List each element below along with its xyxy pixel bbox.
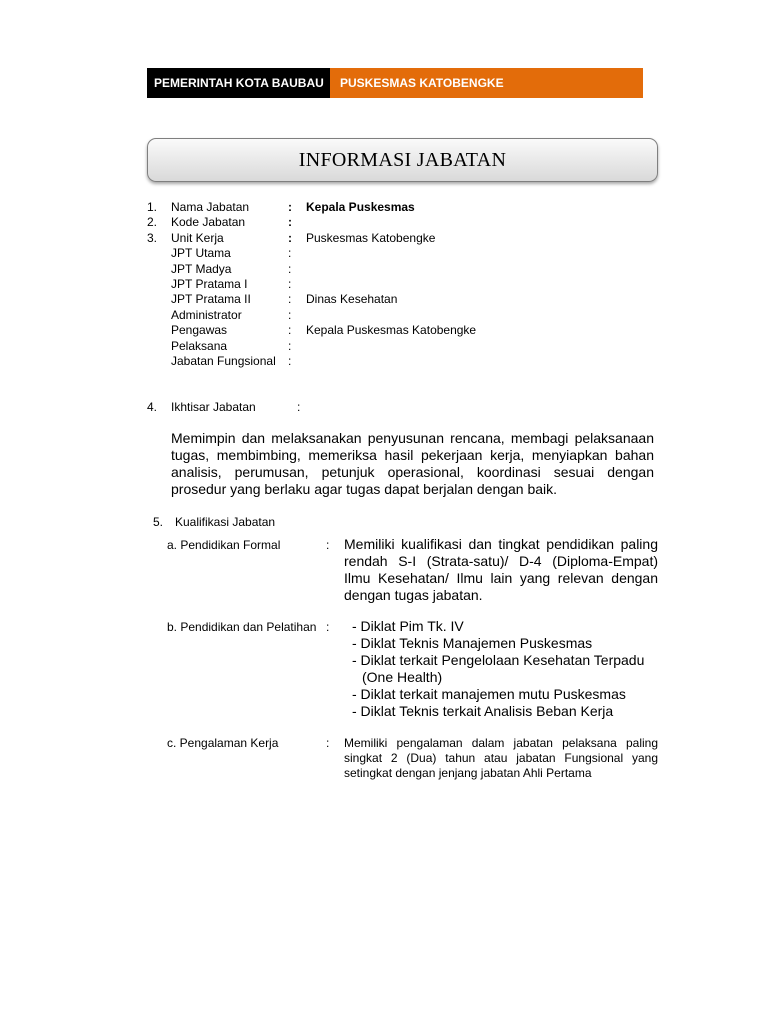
row-number [147,292,171,307]
row-value [306,215,667,230]
list-item: - Diklat Teknis terkait Analisis Beban Kerja [352,703,614,719]
identity-row-nama-jabatan [147,200,667,215]
identity-row-pengawas [147,323,667,338]
row-number [147,277,171,292]
identity-row-kode-jabatan [147,215,667,230]
section-label: Ikhtisar Jabatan [171,400,256,414]
row-label: JPT Madya [171,261,232,276]
pelatihan-colon: : [326,620,330,634]
row-colon: : [288,276,292,291]
row-colon: : [288,353,292,368]
identity-row-jpt-utama [147,246,667,261]
section-number: 5. [153,515,164,529]
identity-row-administrator [147,308,667,323]
row-colon: : [288,230,292,245]
row-colon: : [288,261,292,276]
row-colon: : [288,246,292,261]
pengalaman-colon: : [326,736,330,750]
row-label: JPT Pratama I [171,276,248,291]
row-number [147,246,171,261]
row-label: Jabatan Fungsional [171,353,276,368]
identity-section [147,200,667,369]
row-value: Kepala Puskesmas Katobengke [306,323,477,338]
row-value [306,354,667,369]
row-colon: : [288,200,292,214]
row-colon: : [288,338,292,353]
list-item: - Diklat Pim Tk. IV [352,618,464,634]
identity-row-jpt-madya [147,262,667,277]
page-title: INFORMASI JABATAN [298,148,507,171]
row-colon: : [288,292,292,307]
pengalaman-text: Memiliki pengalaman dalam jabatan pelaksana paling singkat 2 (Dua) tahun atau jabatan Fungsional yang setingkat dengan jenjang jabatan Ahli Pertama [344,736,658,780]
row-value [306,339,667,354]
section-number: 4. [147,400,158,414]
ikhtisar-heading [147,400,300,414]
row-value [306,246,667,261]
row-label: JPT Utama [171,246,231,261]
pelatihan-list [352,618,662,720]
row-number [147,354,171,369]
row-label: Kode Jabatan [171,215,246,230]
row-colon: : [288,307,292,322]
header-institution: PUSKESMAS KATOBENGKE [330,68,643,98]
identity-row-jpt-pratama-2 [147,292,667,307]
row-label: Pengawas [171,323,228,338]
identity-row-jabatan-fungsional [147,354,667,369]
row-number [147,339,171,354]
row-number [147,323,171,338]
document-header [147,68,643,98]
row-value [306,262,667,277]
row-number: 2. [147,215,158,230]
pendidikan-formal-text: Memiliki kualifikasi dan tingkat pendidikan paling rendah S-I (Strata-satu)/ D-4 (Diploma-Empat) Ilmu Kesehatan/ Ilmu lain yang relevan dengan dengan tugas jabatan. [344,536,658,603]
row-value [306,308,667,323]
kualifikasi-heading [153,515,275,529]
row-number [147,262,171,277]
row-number [147,308,171,323]
section-colon: : [297,400,301,414]
row-number: 3. [147,230,158,245]
identity-row-pelaksana [147,339,667,354]
header-government: PEMERINTAH KOTA BAUBAU [147,68,330,98]
identity-row-unit-kerja [147,231,667,246]
row-number: 1. [147,200,158,214]
identity-row-jpt-pratama-1 [147,277,667,292]
ikhtisar-text: Memimpin dan melaksanakan penyusunan rencana, membagi pelaksanaan tugas, membimbing, memeriksa hasil pekerjaan kerja, menyiapkan bahan analisis, perumusan, petunjuk operasional, koordinasi sesuai dengan prosedur yang berlaku agar tugas dapat berjalan dengan baik. [171,430,654,497]
row-label: Administrator [171,307,242,322]
row-label: JPT Pratama II [171,292,251,307]
section-label: Kualifikasi Jabatan [175,515,276,529]
pengalaman-label: c. Pengalaman Kerja [167,736,279,750]
list-item: - Diklat terkait Pengelolaan Kesehatan Terpadu (One Health) [352,652,645,685]
row-colon: : [288,215,292,230]
list-item: - Diklat Teknis Manajemen Puskesmas [352,635,593,651]
title-banner [147,138,658,182]
row-value: Kepala Puskesmas [306,200,415,214]
row-label: Unit Kerja [171,230,224,245]
pendidikan-formal-colon: : [326,538,330,552]
row-value: Dinas Kesehatan [306,292,398,307]
row-colon: : [288,323,292,338]
row-value: Puskesmas Katobengke [306,230,436,245]
row-value [306,277,667,292]
pendidikan-formal-label: a. Pendidikan Formal [167,538,281,552]
pelatihan-label: b. Pendidikan dan Pelatihan [167,620,317,634]
row-label: Nama Jabatan [171,200,250,214]
list-item: - Diklat terkait manajemen mutu Puskesmas [352,686,626,702]
row-label: Pelaksana [171,338,228,353]
